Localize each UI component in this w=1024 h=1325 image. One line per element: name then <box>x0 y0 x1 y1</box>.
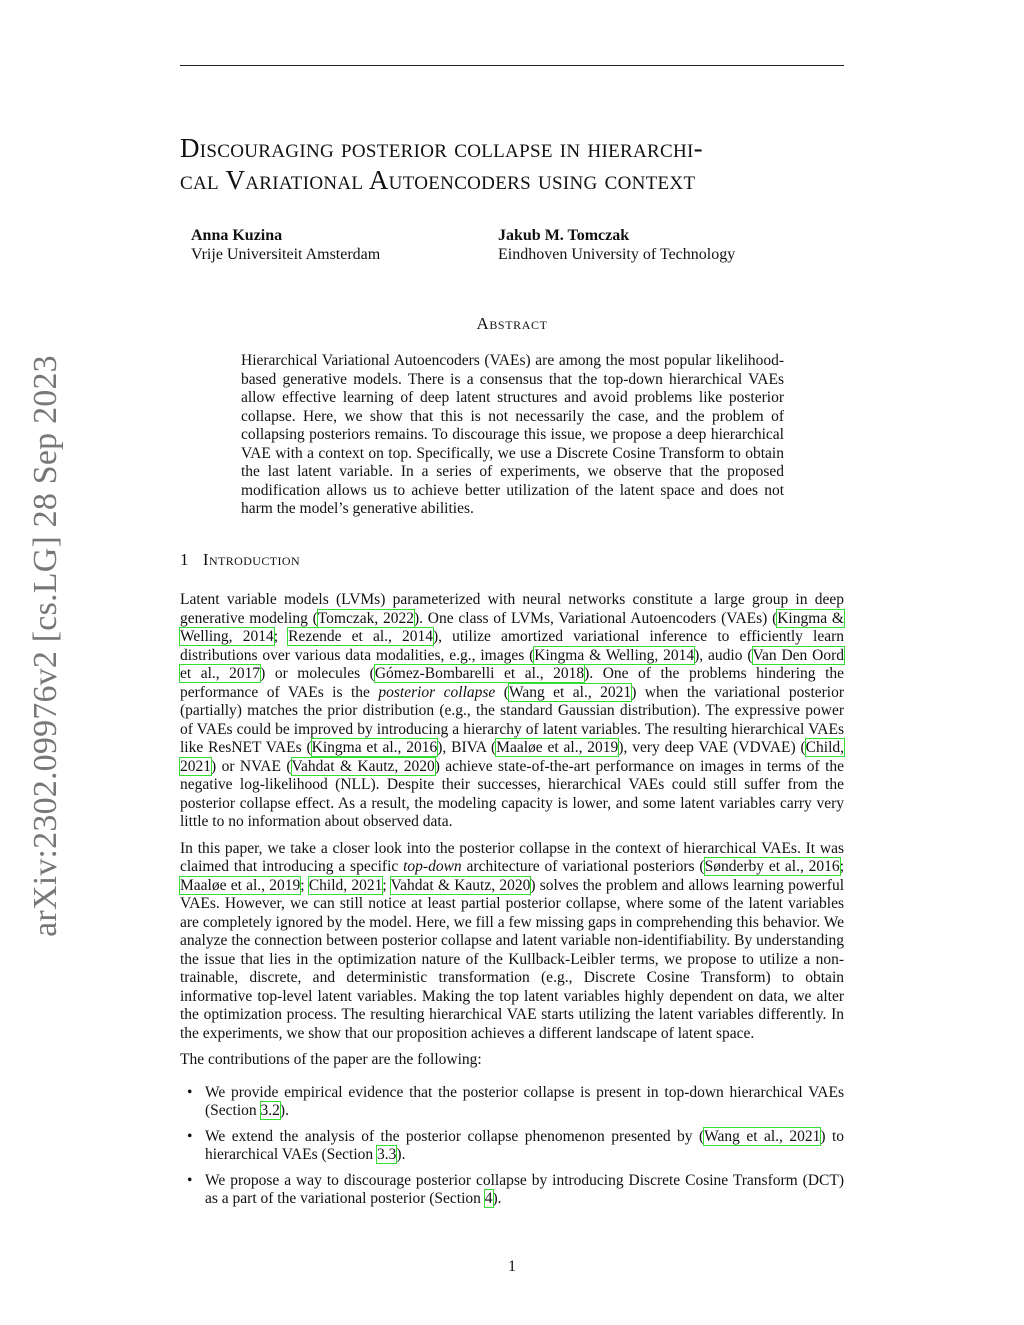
text-run: ) when the variational posterior (partially) matches the prior distribution (e.g., the standard Gaussian distribution). The expressive power of VAEs could be improved by introducing a hierarchy of latent variables. The resulting hierarchical VAEs like ResNET VAEs ( <box>180 683 845 756</box>
section-title: Introduction <box>202 550 301 569</box>
top-rule <box>180 65 844 66</box>
paper-title <box>180 132 844 196</box>
text-run: ). <box>279 1102 289 1119</box>
text-run: ; <box>839 858 844 875</box>
citation-link[interactable]: Maaløe et al., 2019 <box>180 876 301 894</box>
citation-link[interactable]: Sønderby et al., 2016 <box>704 858 840 875</box>
section-ref-link[interactable]: 3.3 <box>377 1146 397 1163</box>
citation-link[interactable]: Child, 2021 <box>180 739 844 775</box>
contributions-list <box>180 1084 844 1209</box>
author-name: Anna Kuzina <box>191 227 283 244</box>
bullet-icon: • <box>187 1083 193 1101</box>
text-run: ), audio ( <box>694 646 753 664</box>
citation-link[interactable]: Child, 2021 <box>308 876 383 894</box>
intro-paragraph-1 <box>180 591 844 832</box>
bullet-icon: • <box>187 1171 193 1189</box>
text-run: ) to hierarchical VAEs (Section <box>205 1127 845 1163</box>
abstract-heading: Abstract <box>476 314 548 333</box>
section-ref-link[interactable]: 4 <box>484 1190 493 1207</box>
citation-link[interactable]: Tomczak, 2022 <box>317 609 414 627</box>
text-run: ), utilize amortized variational inference to efficiently learn distributions over various data modalities, e.g., images ( <box>180 628 845 664</box>
text-run: Latent variable models (LVMs) parameterized with neural networks constitute a large group in deep generative modeling ( <box>180 591 844 627</box>
text-run: ). <box>396 1146 406 1163</box>
text-run: ) or molecules ( <box>260 665 375 682</box>
citation-link[interactable]: Gómez-Bombarelli et al., 2018 <box>374 665 585 682</box>
citation-link[interactable]: Vahdat & Kautz, 2020 <box>291 757 435 775</box>
abstract-text: Hierarchical Variational Autoencoders (VAEs) are among the most popular likelihood-based generative models. There is a consensus that the top-down hierarchical VAEs allow effective learning of deep latent structures and avoid problems like posterior collapse. Here, we show that this is not necessarily the case, and the problem of collapsing posteriors remains. To discourage this issue, we propose a deep hierarchical VAE with a context on top. Specifically, we use a Discrete Cosine Transform to obtain the last latent variable. In a series of experiments, we observe that the proposed modification allows us to achieve better utilization of the latent space and does not harm the model’s generative abilities. <box>241 352 784 517</box>
text-run: We extend the analysis of the posterior collapse phenomenon presented by ( <box>205 1127 705 1145</box>
citation-link[interactable]: Wang et al., 2021 <box>704 1127 821 1145</box>
text-run: ), BIVA ( <box>437 739 497 756</box>
text-run: ; <box>382 876 391 894</box>
section-heading <box>180 550 300 570</box>
author-name: Jakub M. Tomczak <box>498 227 630 244</box>
citation-link[interactable]: Rezende et al., 2014 <box>288 628 434 645</box>
citation-link[interactable]: Kingma & Welling, 2014 <box>180 609 844 645</box>
citation-link[interactable]: Kingma et al., 2016 <box>311 739 438 756</box>
author-affiliation: Eindhoven University of Technology <box>498 246 736 263</box>
emphasis-text: top-down <box>403 858 462 875</box>
citation-link[interactable]: Kingma & Welling, 2014 <box>534 646 695 664</box>
bullet-icon: • <box>187 1127 193 1145</box>
page-number: 1 <box>508 1258 516 1275</box>
intro-paragraph-2 <box>180 840 844 1044</box>
text-run: ) solves the problem and allows learning powerful VAEs. However, we can still notice at least partial posterior collapse, where some of the latent variables are completely ignored by the model. Here, we fill a few missing gaps in comprehending this behavior. We analyze the connection between posterior collapse and latent variable non-identifiability. By understanding the issue that lies in the optimization nature of the Kullback-Leibler terms, we propose to utilize a non-trainable, discrete, and deterministic transformation (e.g., Discrete Cosine Transform) to obtain informative top-level latent variables. Making the top latent variables highly dependent on data, we alter the optimization process. The resulting hierarchical VAE starts utilizing the latent variables differently. In the experiments, we show that our proposition achieves a different landscape of latent space. <box>180 876 845 1042</box>
title-line-1: Discouraging posterior collapse in hierarchi- <box>180 133 703 163</box>
citation-link[interactable]: Wang et al., 2021 <box>508 683 632 701</box>
author-affiliation: Vrije Universiteit Amsterdam <box>191 246 381 263</box>
citation-link[interactable]: Vahdat & Kautz, 2020 <box>390 876 531 894</box>
text-run: We propose a way to discourage posterior collapse by introducing Discrete Cosine Transform (DCT) as a part of the variational posterior (Section <box>205 1171 844 1207</box>
title-line-2: cal Variational Autoencoders using context <box>180 165 696 195</box>
text-run: ) achieve state-of-the-art performance on images in terms of the negative log-likelihood (NLL). Despite their successes, hierarchical VAEs could still suffer from the posterior collapse effect. As a result, the modeling capacity is lower, and some latent variables carry very little to no information about observed data. <box>180 757 844 830</box>
text-run: In this paper, we take a closer look into the posterior collapse in the context of hierarchical VAEs. It was claimed that introducing a specific <box>180 839 844 875</box>
citation-link[interactable]: Van Den Oord et al., 2017 <box>180 646 845 682</box>
list-item <box>180 1084 844 1121</box>
text-run: ) or NVAE ( <box>211 757 292 775</box>
text-run: architecture of variational posteriors ( <box>461 858 705 875</box>
text-run: ; <box>273 628 289 645</box>
author-block-1 <box>191 226 380 264</box>
emphasis-text: posterior collapse <box>378 683 496 701</box>
list-item <box>180 1172 844 1209</box>
arxiv-sidebar-stamp: arXiv:2302.09976v2 [cs.LG] 28 Sep 2023 <box>27 355 64 937</box>
text-run: ). One class of LVMs, Variational Autoencoders (VAEs) ( <box>414 609 778 627</box>
text-run: ; <box>300 876 309 894</box>
text-run: ). One of the problems hindering the performance of VAEs is the <box>180 665 845 701</box>
intro-paragraph-3: The contributions of the paper are the following: <box>180 1051 482 1068</box>
section-number: 1 <box>180 550 189 569</box>
text-run: ). <box>492 1190 502 1207</box>
text-run: ), very deep VAE (VDVAE) ( <box>618 739 806 756</box>
text-run: ( <box>495 683 509 701</box>
introduction-body <box>180 591 844 1216</box>
list-item <box>180 1128 844 1165</box>
text-run: We provide empirical evidence that the posterior collapse is present in top-down hierarchical VAEs (Section <box>205 1083 844 1119</box>
section-ref-link[interactable]: 3.2 <box>260 1102 280 1119</box>
citation-link[interactable]: Maaløe et al., 2019 <box>496 739 619 756</box>
author-block-2 <box>498 226 735 264</box>
